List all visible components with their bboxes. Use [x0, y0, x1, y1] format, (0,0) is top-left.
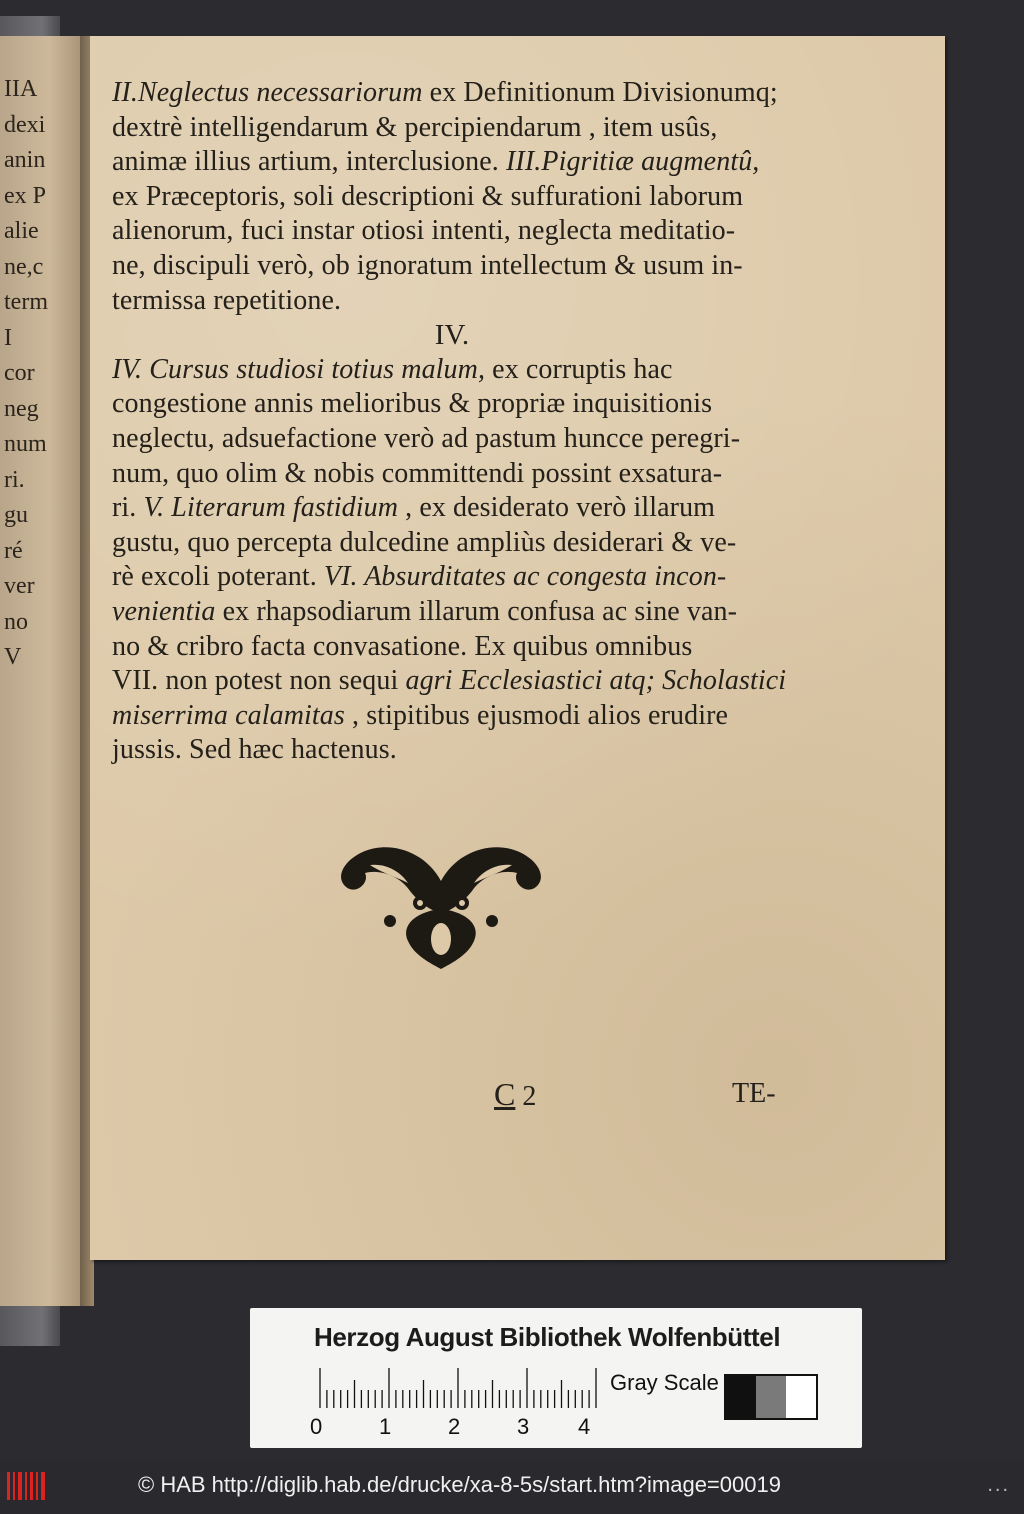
left-page-fragment: ver: [4, 573, 35, 599]
roman-run: alienorum, fuci instar otiosi intenti, neglecta meditatio-: [112, 215, 736, 247]
text-line: [112, 595, 792, 630]
text-line: [112, 630, 792, 665]
ruler-number: 3: [517, 1414, 530, 1439]
text-block: [112, 76, 792, 768]
roman-run: VII. non potest non sequi: [112, 665, 406, 697]
text-line: [112, 457, 792, 492]
italic-run: VI. Absurditates ac congesta incon-: [323, 561, 727, 593]
ruler-number: 4: [578, 1414, 591, 1439]
roman-run: ex Definitionum Divisionumq;: [429, 77, 778, 108]
signature-mark: C 2: [494, 1076, 537, 1112]
left-page-fragment: ri.: [4, 466, 25, 493]
viewer-footer: [0, 1460, 1024, 1514]
italic-run: agri Ecclesiastici atq; Scholastici: [405, 665, 787, 697]
gray-swatch: [726, 1376, 756, 1418]
roman-run: no & cribro facta convasatione. Ex quibus omnibus: [112, 630, 693, 662]
italic-run: II.Neglectus necessariorum: [112, 77, 430, 108]
roman-run: ne, discipuli verò, ob ignoratum intellectum & usum in-: [112, 249, 743, 281]
gray-scale-swatches: [724, 1374, 818, 1420]
text-line: [112, 111, 792, 146]
text-line: [112, 284, 792, 319]
roman-run: ex rhapsodiarum illarum confusa ac sine van-: [215, 595, 738, 627]
left-page-fragment: dexi: [4, 111, 46, 138]
roman-run: dextrè intelligendarum & percipiendarum , item usûs,: [112, 111, 718, 143]
left-page-fragment: I: [4, 324, 12, 351]
section-heading: IV.: [434, 319, 470, 352]
roman-run: termissa repetitione.: [112, 284, 342, 316]
roman-run: ex Præceptoris, soli descriptioni & suffurationi laborum: [112, 180, 744, 212]
text-line: [112, 526, 792, 561]
roman-run: animæ illius artium, interclusione.: [112, 146, 506, 178]
left-page-fragment: no: [4, 608, 28, 635]
left-page: [0, 36, 82, 1306]
paragraph-1: [112, 76, 792, 318]
left-page-fragment: cor: [4, 360, 35, 386]
roman-run: jussis. Sed hæc hactenus.: [112, 734, 397, 766]
roman-run: , ex desiderato verò illarum: [398, 492, 716, 524]
copyright-link[interactable]: © HAB http://diglib.hab.de/drucke/xa-8-5s/start.htm?image=00019: [138, 1472, 781, 1497]
left-page-fragment: gu: [4, 502, 28, 528]
text-line: [112, 664, 792, 699]
roman-run: congestione annis melioribus & propriæ inquisitionis: [112, 388, 713, 420]
left-page-fragment: anin: [4, 147, 46, 173]
text-line: [112, 387, 792, 422]
roman-run: num, quo olim & nobis committendi possint exsatura-: [112, 457, 723, 489]
left-page-fragment: alie: [4, 218, 39, 244]
text-line: [112, 422, 792, 457]
italic-run: III.Pigritiæ augmentû,: [506, 146, 760, 178]
text-line: [112, 249, 792, 284]
italic-run: miserrima calamitas: [112, 699, 345, 731]
barcode-logo-icon: [6, 1470, 48, 1502]
library-title: Herzog August Bibliothek Wolfenbüttel: [314, 1322, 781, 1352]
roman-run: neglectu, adsuefactione verò ad pastum huncce peregri-: [112, 422, 741, 454]
text-line: [112, 76, 792, 111]
gray-swatch: [786, 1376, 816, 1418]
roman-run: ex corruptis hac: [492, 353, 673, 385]
italic-run: IV. Cursus studiosi totius malum,: [112, 353, 493, 385]
text-line: [112, 180, 792, 215]
left-page-fragment: ex P: [4, 182, 46, 209]
text-line: [112, 491, 792, 526]
gray-swatch: [756, 1376, 786, 1418]
gray-scale-label: Gray Scale: [610, 1370, 719, 1395]
more-options-icon[interactable]: ...: [987, 1474, 1010, 1496]
roman-run: gustu, quo percepta dulcedine ampliùs desiderari & ve-: [112, 526, 737, 558]
left-page-fragment: ne,c: [4, 253, 44, 280]
left-page-fragment: V: [4, 644, 22, 670]
text-line: [112, 733, 792, 768]
right-page: [90, 36, 945, 1260]
text-line: [112, 560, 792, 595]
measurement-ruler: [316, 1366, 606, 1410]
ruler-number: 1: [379, 1414, 392, 1439]
printer-ornament: [330, 841, 552, 971]
left-page-fragment: neg: [4, 395, 39, 422]
roman-run: rè excoli poterant.: [112, 561, 324, 593]
text-line: [112, 214, 792, 249]
left-page-fragment: ré: [4, 537, 23, 564]
ruler-number: 0: [310, 1414, 323, 1439]
text-line: [112, 699, 792, 734]
italic-run: V. Literarum fastidium: [143, 492, 399, 524]
color-calibration-bar: [250, 1308, 862, 1448]
text-line: [112, 145, 792, 180]
catchword: TE-: [732, 1078, 776, 1109]
roman-run: , stipitibus ejusmodi alios erudire: [344, 699, 729, 731]
left-page-fragment: term: [4, 289, 48, 315]
text-line: [112, 353, 792, 388]
ruler-number: 2: [448, 1414, 461, 1439]
roman-run: ri.: [112, 492, 144, 524]
left-page-fragment: num: [4, 431, 47, 457]
paragraph-2: [112, 353, 792, 768]
left-page-fragment: IIA: [4, 76, 38, 102]
italic-run: venientia: [112, 595, 216, 627]
